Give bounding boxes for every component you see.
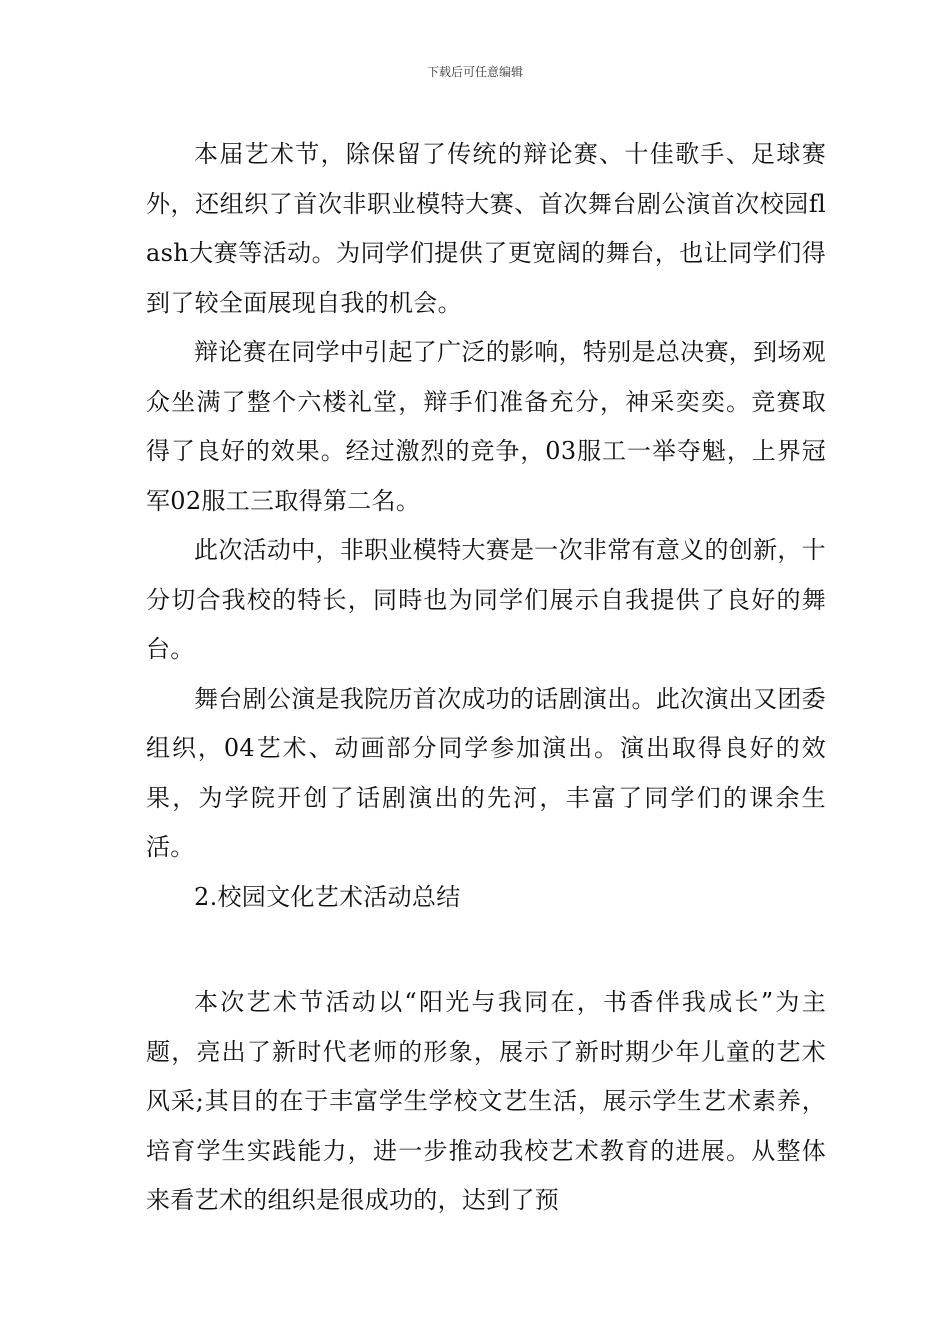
paragraph-model-contest: 此次活动中，非职业模特大赛是一次非常有意义的创新，十分切合我校的特长，同時也为同学们展示自我提供了良好的舞台。 [146,536,826,663]
paragraph-debate-competition: 辩论赛在同学中引起了广泛的影响，特别是总决赛，到场观众坐满了整个六楼礼堂，辩手们准备充分，神采奕奕。竞赛取得了良好的效果。经过激烈的竞争，03服工一举夺魁，上界冠军02服工三取得第二名。 [146,338,826,515]
page-header-note: 下载后可任意编辑 [426,65,523,79]
paragraph-stage-play: 舞台剧公演是我院历首次成功的话剧演出。此次演出又团委组织，04艺术、动画部分同学参加演出。演出取得良好的效果，为学院开创了话剧演出的先河，丰富了同学们的课余生活。 [146,684,826,861]
paragraph-summary-intro: 本次艺术节活动以“阳光与我同在，书香伴我成长”为主题，亮出了新时代老师的形象，展示了新时期少年儿童的艺术风采;其目的在于丰富学生学校文艺生活，展示学生艺术素养，培育学生实践能力，进一步推动我校艺术教育的进展。从整体来看艺术的组织是很成功的，达到了预 [146,988,826,1214]
section-spacer [146,922,826,978]
section-heading: 2.校园文化艺术活动总结 [194,882,461,911]
document-body [146,130,826,1226]
paragraph-art-festival-overview: 本届艺术节，除保留了传统的辩论赛、十佳歌手、足球赛外，还组织了首次非职业模特大赛、首次舞台剧公演首次校园flash大赛等活动。为同学们提供了更宽阔的舞台，也让同学们得到了较全面展现自我的机会。 [146,140,826,317]
